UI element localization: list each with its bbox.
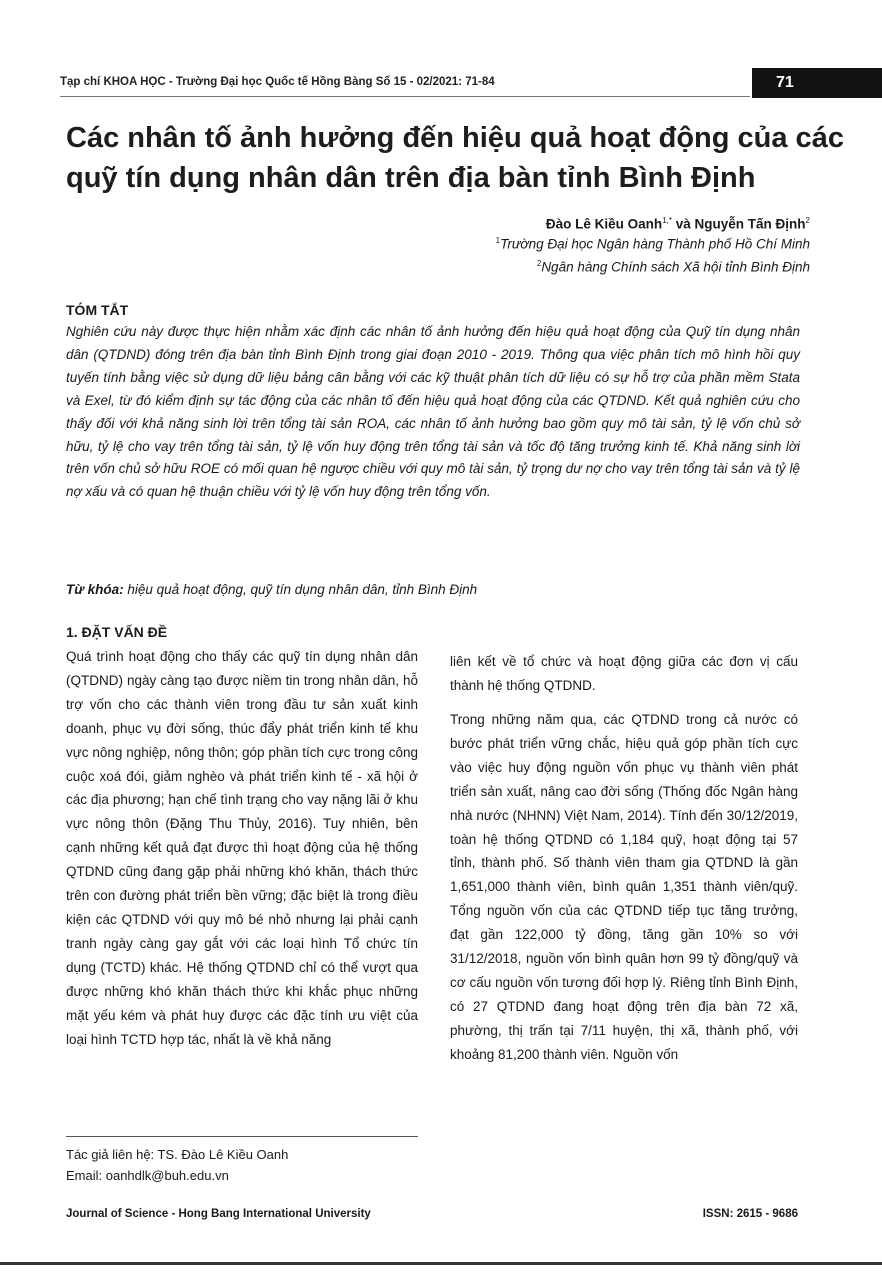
footer-divider bbox=[0, 1262, 882, 1265]
author-2-sup: 2 bbox=[805, 216, 810, 225]
section-heading: 1. ĐẶT VẤN ĐỀ bbox=[66, 624, 168, 640]
page-number-box bbox=[752, 68, 882, 98]
keywords-text: hiệu quả hoạt động, quỹ tín dụng nhân dân, tỉnh Bình Định bbox=[123, 582, 478, 597]
footnote-email: Email: oanhdlk@buh.edu.vn bbox=[66, 1168, 229, 1183]
author-2: Nguyễn Tấn Định bbox=[694, 216, 806, 232]
affiliation-2-text: Ngân hàng Chính sách Xã hội tỉnh Bình Định bbox=[541, 259, 810, 275]
footnote bbox=[66, 1144, 288, 1186]
footer-issn: ISSN: 2615 - 9686 bbox=[702, 1208, 798, 1220]
affiliation-1 bbox=[496, 236, 810, 252]
abstract-text: Nghiên cứu này được thực hiện nhằm xác định các nhân tố ảnh hưởng đến hiệu quả hoạt động của Quỹ tín dụng nhân dân (QTDND) đóng trên địa bàn tỉnh Bình Định trong giai đoạn 2010 - 2019. Thông qua việc phân tích mô hình hồi quy tuyến tính bằng việc sử dụng dữ liệu bảng cân bằng với các kỹ thuật phân tích dữ liệu có sự hỗ trợ của phần mềm Stata và Exel, từ đó kiểm định sự tác động của các nhân tố đến hiệu quả hoạt động của các QTDND. Kết quả nghiên cứu cho thấy đối với khả năng sinh lời trên tổng tài sản ROA, các nhân tố ảnh hưởng bao gồm quy mô tài sản, tỷ lệ vốn chủ sở hữu, tỷ lệ cho vay trên tổng tài sản, tỷ lệ vốn huy động trên tổng tài sản và tốc độ tăng trưởng kinh tế. Khả năng sinh lời trên vốn chủ sở hữu ROE có mối quan hệ ngược chiều với quy mô tài sản, tỷ trọng dư nợ cho vay trên tổng tài sản và tỷ lệ nợ xấu và có quan hệ thuận chiều với tỷ lệ vốn huy động trên tổng vốn. bbox=[66, 324, 800, 500]
header-divider bbox=[60, 96, 750, 97]
abstract-heading: TÓM TẮT bbox=[66, 302, 129, 318]
page-number: 71 bbox=[776, 74, 794, 91]
author-1-sup: 1,* bbox=[662, 216, 672, 225]
author-line bbox=[546, 216, 810, 232]
footnote-divider bbox=[66, 1136, 418, 1137]
body-right-paragraph-2: Trong những năm qua, các QTDND trong cả nước có bước phát triển vững chắc, hiệu quả góp phần tích cực vào việc huy động nguồn vốn phục vụ thành viên phát triển sản xuất, nâng cao đời sống (Thống đốc Ngân hàng nhà nước (NHNN) Việt Nam, 2014). Tính đến 30/12/2019, toàn hệ thống QTDND có 1,184 quỹ, hoạt động tại 57 tỉnh, thành phố. Số thành viên tham gia QTDND là gần 1,651,000 thành viên, bình quân 1,351 thành viên/quỹ. Tổng nguồn vốn của các QTDND tiếp tục tăng trưởng, đạt gần 122,000 tỷ đồng, tăng gần 10% so với 31/12/2018, nguồn vốn bình quân hơn 99 tỷ đồng/quỹ và cơ cấu nguồn vốn tương đối hợp lý. Riêng tỉnh Bình Định, có 27 QTDND đang hoạt động trên địa bàn 72 xã, phường, thị trấn tại 7/11 huyện, thị xã, thành phố, với khoảng 81,200 thành viên. Nguồn vốn bbox=[450, 712, 798, 1062]
footnote-contact: Tác giả liên hệ: TS. Đào Lê Kiều Oanh bbox=[66, 1147, 289, 1162]
body-right-paragraph-1: liên kết về tổ chức và hoạt động giữa các đơn vị cấu thành hệ thống QTDND. bbox=[450, 654, 798, 693]
author-conjunction: và bbox=[675, 216, 691, 232]
author-1: Đào Lê Kiều Oanh bbox=[545, 216, 663, 232]
affiliation-2 bbox=[537, 259, 810, 275]
footer-journal: Journal of Science - Hong Bang International University bbox=[66, 1208, 371, 1220]
affiliation-1-sup: 1 bbox=[495, 236, 501, 245]
journal-header: Tạp chí KHOA HỌC - Trường Đại học Quốc tế Hồng Bàng Số 15 - 02/2021: 71-84 bbox=[60, 76, 495, 88]
article-title: Các nhân tố ảnh hưởng đến hiệu quả hoạt động của các quỹ tín dụng nhân dân trên địa bàn tỉnh Bình Định bbox=[66, 122, 844, 194]
body-left-column: Quá trình hoạt động cho thấy các quỹ tín dụng nhân dân (QTDND) ngày càng tạo được niềm tin trong nhân dân, hỗ trợ vốn cho các thành viên trong đầu tư sản xuất kinh doanh, phục vụ đời sống, thúc đẩy phát triển kinh tế khu vực nông nghiệp, nông thôn; góp phần tích cực trong công cuộc xoá đói, giảm nghèo và phát triển kinh tế - xã hội ở các địa phương; hạn chế tình trạng cho vay nặng lãi ở khu vực nông thôn (Đặng Thu Thủy, 2016). Tuy nhiên, bên cạnh những kết quả đạt được thì hoạt động của hệ thống QTDND cũng đang gặp phải những khó khăn, thách thức trên con đường phát triển bền vững; đặc biệt là trong điều kiện các QTDND với quy mô bé nhỏ nhưng lại phải cạnh tranh ngày càng gay gắt với các loại hình Tổ chức tín dụng (TCTD) khác. Hệ thống QTDND chỉ có thể vượt qua được những khó khăn thách thức khi khắc phục những mặt yếu kém và phát huy được các đặc tính ưu việt của loại hình TCTD hợp tác, nhất là về khả năng bbox=[66, 649, 418, 1047]
affiliation-1-text: Trường Đại học Ngân hàng Thành phố Hồ Chí Minh bbox=[500, 236, 810, 252]
affiliation-2-sup: 2 bbox=[536, 259, 542, 268]
keywords bbox=[66, 582, 477, 597]
keywords-label: Từ khóa: bbox=[66, 582, 124, 597]
